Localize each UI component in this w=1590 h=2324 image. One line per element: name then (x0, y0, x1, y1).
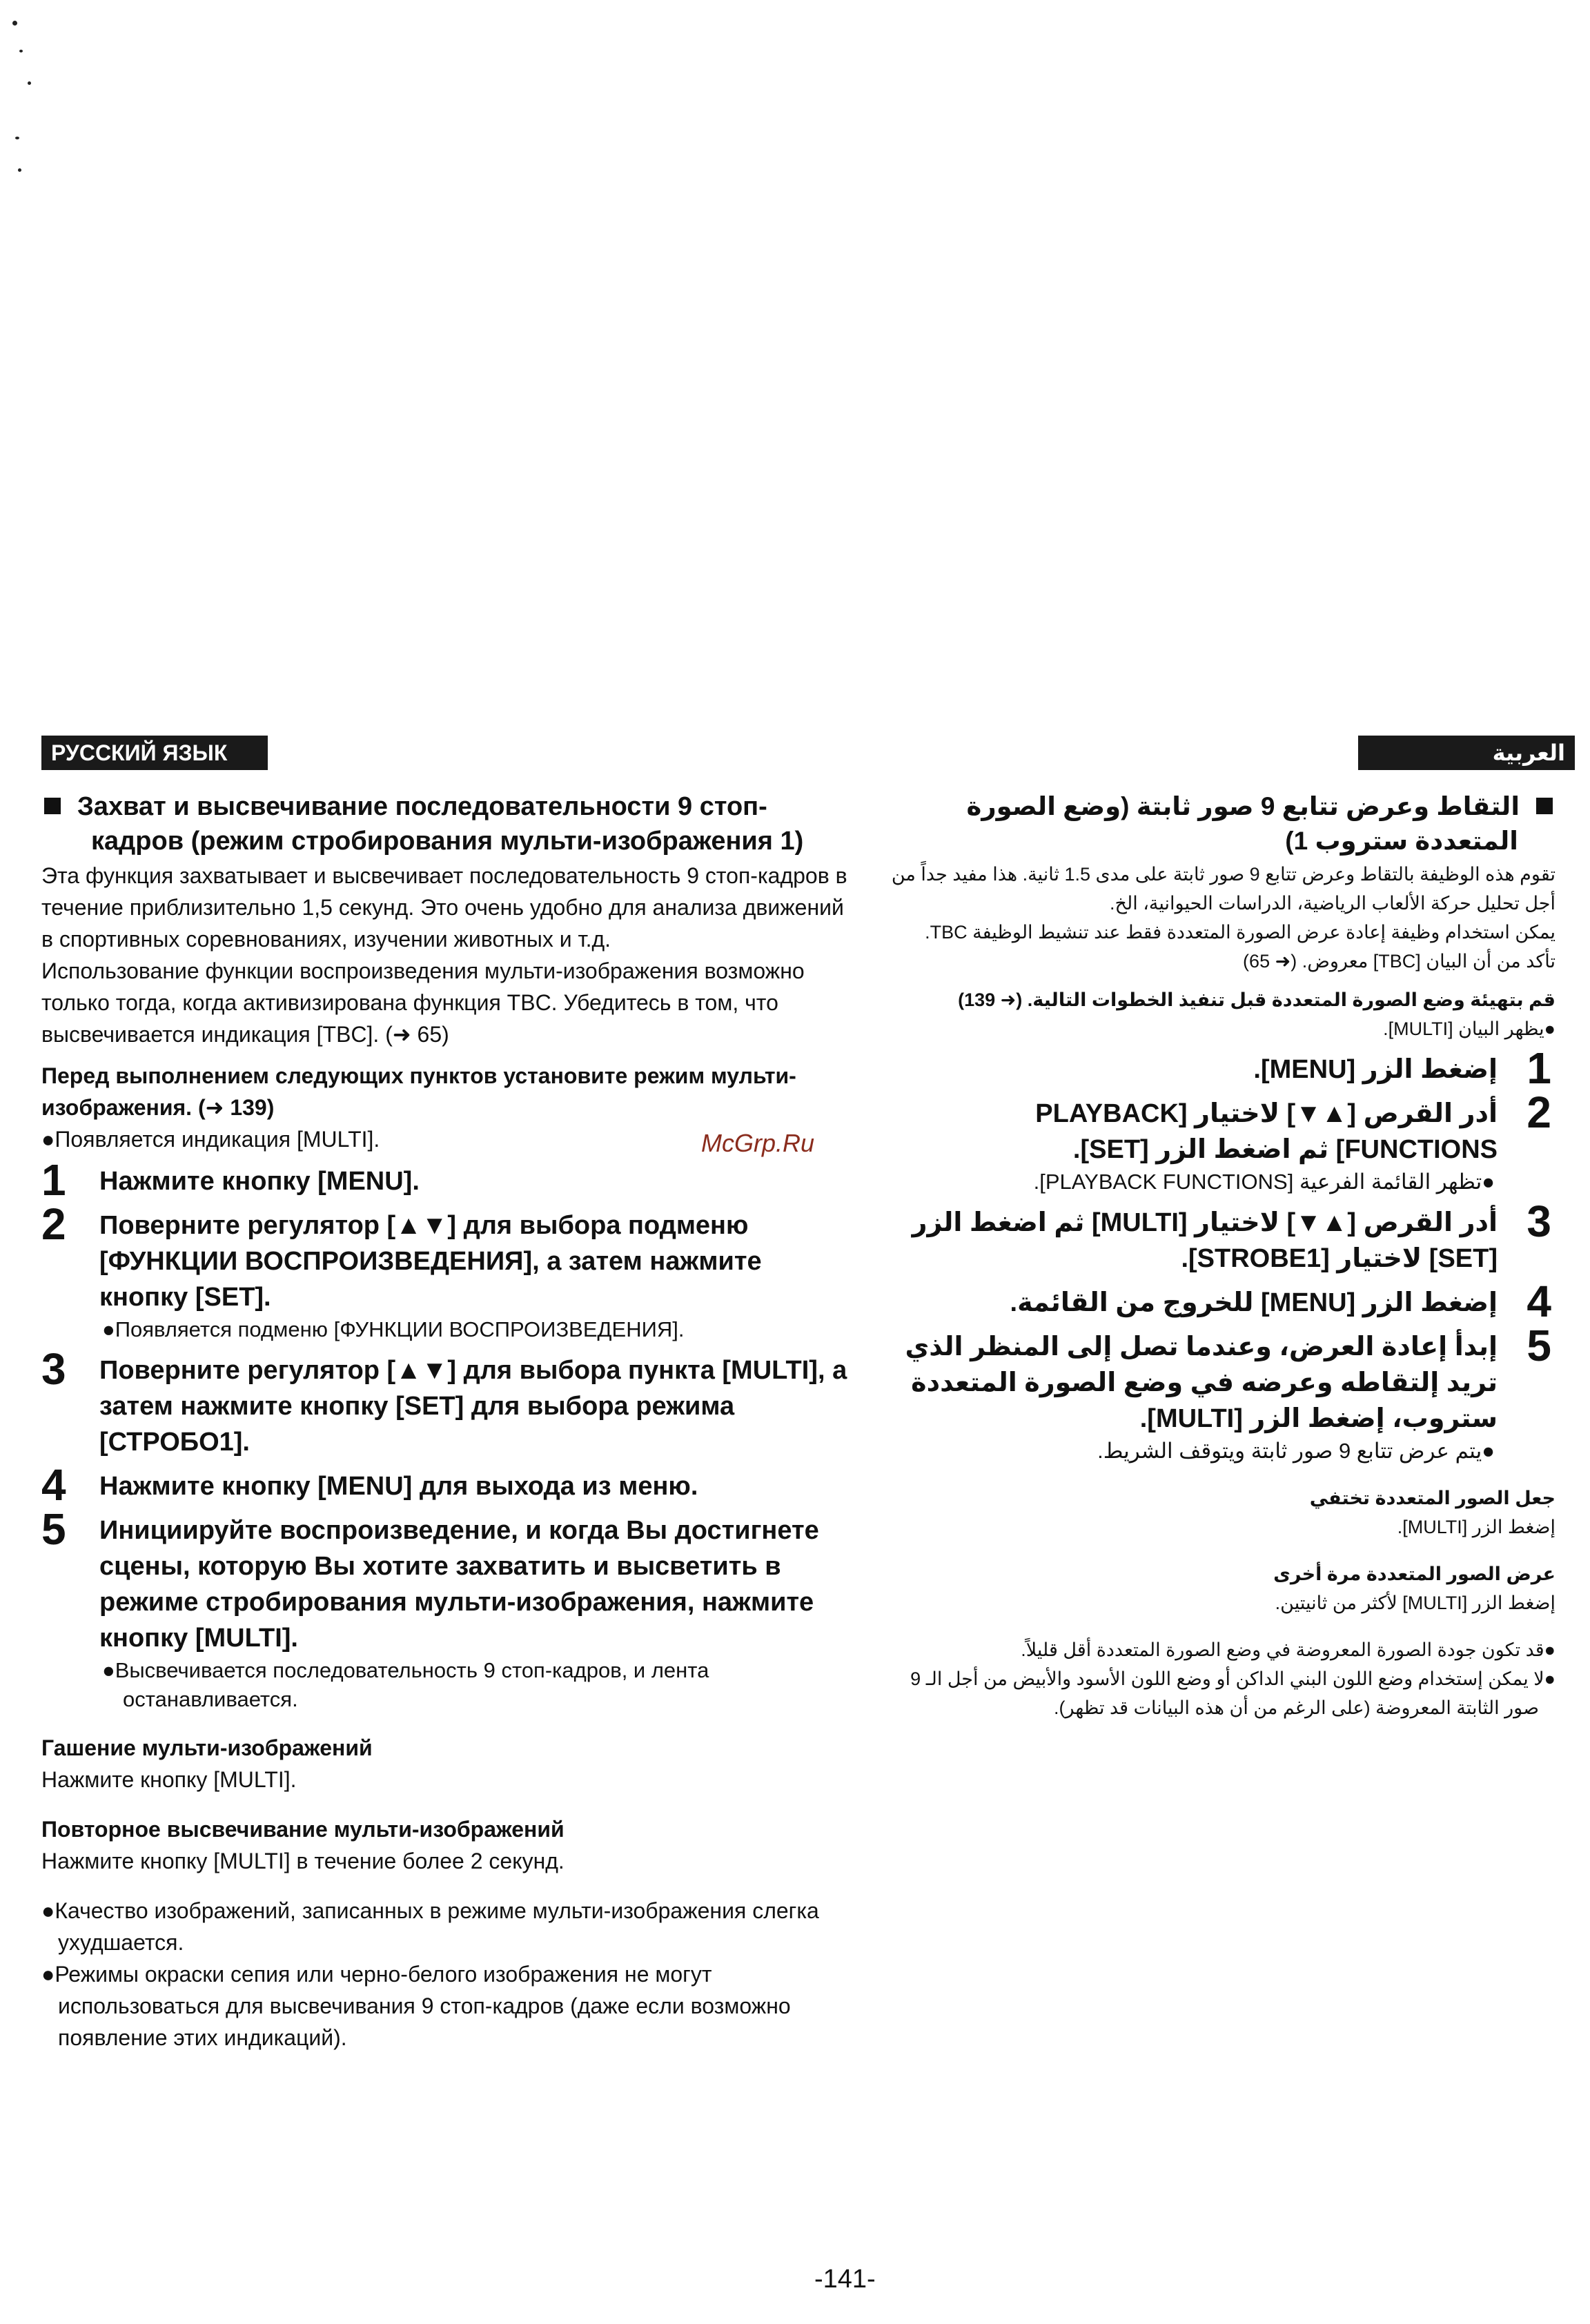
erase-title: Гашение мульти-изображений (41, 1735, 373, 1760)
note-item: ●لا يمكن إستخدام وضع اللون البني الداكن أو وضع اللون الأسود والأبيض من أجل الـ 9 صور الثابتة المعروضة (على الرغم من أن هذه البيانات قد تظهر). (910, 1668, 1555, 1718)
step-text: Нажмите кнопку [MENU] для выхода из меню. (99, 1472, 698, 1501)
preparation-title: قم بتهيئة وضع الصورة المتعددة قبل تنفيذ الخطوات التالية. (➜ 139) (958, 989, 1555, 1010)
preparation-note: ●يظهر البيان [MULTI]. (1383, 1018, 1555, 1039)
redisplay-text: Нажмите кнопку [MULTI] в течение более 2 секунд. (41, 1849, 565, 1873)
step-text: إضغط الزر [MENU] للخروج من القائمة. (1010, 1288, 1498, 1317)
note-item: ●Качество изображений, записанных в режиме мульти-изображения слегка ухудшается. (41, 1898, 819, 1955)
preparation-title: Перед выполнением следующих пунктов установите режим мульти-изображения. (➜ 139) (41, 1063, 796, 1120)
intro-paragraph: Эта функция захватывает и высвечивает последовательность 9 стоп-кадров в течение приблизительно 1,5 секунд. Это очень удобно для анализа движений в спортивных соревнованиях, изучении животных и т.д. (41, 863, 847, 952)
step-number: 2 (41, 1199, 66, 1249)
step-note: ●يتم عرض تتابع 9 صور ثابتة ويتوقف الشريط. (1097, 1439, 1495, 1463)
step-number: 3 (1527, 1197, 1551, 1246)
step-text: Инициируйте воспроизведение, и когда Вы достигнете сцены, которую Вы хотите захватить и высветить в режиме стробирования мульти-изображения, нажмите кнопку [MULTI]. (99, 1516, 819, 1653)
step-4 (41, 1460, 849, 1510)
note-item: ●Режимы окраски сепия или черно-белого изображения не могут использоваться для высвечивания 9 стоп-кадров (даже если возможно появление этих индикаций). (41, 1962, 791, 2050)
erase-text: Нажмите кнопку [MULTI]. (41, 1767, 297, 1792)
step-text: أدر القرص [▲▼] لاختيار [PLAYBACK FUNCTIONS] ثم اضغط الزر [SET]. (1035, 1099, 1498, 1164)
step-text: Поверните регулятор [▲▼] для выбора подменю [ФУНКЦИИ ВОСПРОИЗВЕДЕНИЯ], а затем нажмите кнопку [SET]. (99, 1211, 762, 1312)
step-3 (41, 1344, 849, 1460)
step-number: 1 (1527, 1043, 1551, 1093)
step-text: إضغط الزر [MENU]. (1253, 1055, 1498, 1084)
step-number: 5 (41, 1504, 66, 1554)
step-number: 4 (1527, 1277, 1551, 1326)
russian-column (41, 789, 849, 2054)
step-number: 4 (41, 1460, 66, 1510)
erase-title: جعل الصور المتعددة تختفي (1309, 1488, 1555, 1508)
tbc-paragraph: يمكن استخدام وظيفة إعادة عرض الصورة المتعددة فقط عند تنشيط الوظيفة TBC. تأكد من أن البيان [TBC] معروض. (➜ 65) (925, 922, 1555, 972)
bullet-square-icon (44, 798, 61, 814)
page-number: -141- (814, 2265, 876, 2294)
step-text: أدر القرص [▲▼] لاختيار [MULTI] ثم اضغط الزر [SET] لاختيار [STROBE1]. (912, 1208, 1498, 1273)
step-3 (890, 1197, 1555, 1277)
erase-text: إضغط الزر [MULTI]. (1397, 1517, 1555, 1537)
notes-list (41, 1895, 849, 2054)
step-note: ●تظهر القائمة الفرعية [PLAYBACK FUNCTIONS]. (1033, 1170, 1495, 1194)
step-5 (890, 1321, 1555, 1466)
note-item: ●قد تكون جودة الصورة المعروضة في وضع الصورة المتعددة أقل قليلاً. (1021, 1639, 1555, 1660)
redisplay-text: إضغط الزر [MULTI] لأكثر من ثانيتين. (1275, 1593, 1555, 1613)
step-text: إبدأ إعادة العرض، وعندما تصل إلى المنظر الذي تريد إلتقاطه وعرضه في وضع الصورة المتعددة ستروب، إضغط الزر [MULTI]. (905, 1332, 1498, 1433)
language-tab-russian: РУССКИЙ ЯЗЫК (41, 736, 268, 770)
redisplay-title: عرض الصور المتعددة مرة أخرى (1273, 1564, 1555, 1584)
step-4 (890, 1277, 1555, 1326)
language-tab-arabic: العربية (1358, 736, 1575, 770)
step-number: 2 (1527, 1087, 1551, 1137)
step-1 (41, 1155, 849, 1205)
watermark: McGrp.Ru (701, 1129, 815, 1157)
intro-paragraph: تقوم هذه الوظيفة بالتقاط وعرض تتابع 9 صور ثابتة على مدى 1.5 ثانية. هذا مفيد جداً من أجل تحليل حركة الألعاب الرياضية، الدراسات الحيوانية، الخ. (891, 864, 1555, 914)
step-number: 5 (1527, 1321, 1551, 1370)
step-number: 1 (41, 1155, 66, 1205)
bullet-square-icon (1536, 798, 1553, 814)
arabic-column (890, 789, 1555, 1722)
section-heading: Захват и высвечивание последовательности 9 стоп-кадров (режим стробирования мульти-изображения 1) (41, 789, 849, 858)
step-text: Поверните регулятор [▲▼] для выбора пункта [MULTI], а затем нажмите кнопку [SET] для выбора режима [СТРОБО1]. (99, 1356, 847, 1457)
redisplay-title: Повторное высвечивание мульти-изображений (41, 1817, 565, 1842)
preparation-note: ●Появляется индикация [MULTI]. (41, 1127, 380, 1152)
step-2 (890, 1087, 1555, 1197)
step-number: 3 (41, 1344, 66, 1394)
step-text: Нажмите кнопку [MENU]. (99, 1167, 420, 1196)
step-1 (890, 1043, 1555, 1093)
step-note: ●Высвечивается последовательность 9 стоп-кадров, и лента останавливается. (102, 1658, 709, 1711)
tbc-paragraph: Использование функции воспроизведения мульти-изображения возможно только тогда, когда активизирована функция TBC. Убедитесь в том, что высвечивается индикация [TBC]. (➜ 65) (41, 958, 805, 1047)
step-5 (41, 1504, 849, 1714)
section-heading: التقاط وعرض تتابع 9 صور ثابتة (وضع الصورة المتعددة ستروب 1) (890, 789, 1555, 858)
step-2 (41, 1199, 849, 1344)
step-note: ●Появляется подменю [ФУНКЦИИ ВОСПРОИЗВЕДЕНИЯ]. (102, 1317, 685, 1341)
notes-list (890, 1635, 1555, 1722)
